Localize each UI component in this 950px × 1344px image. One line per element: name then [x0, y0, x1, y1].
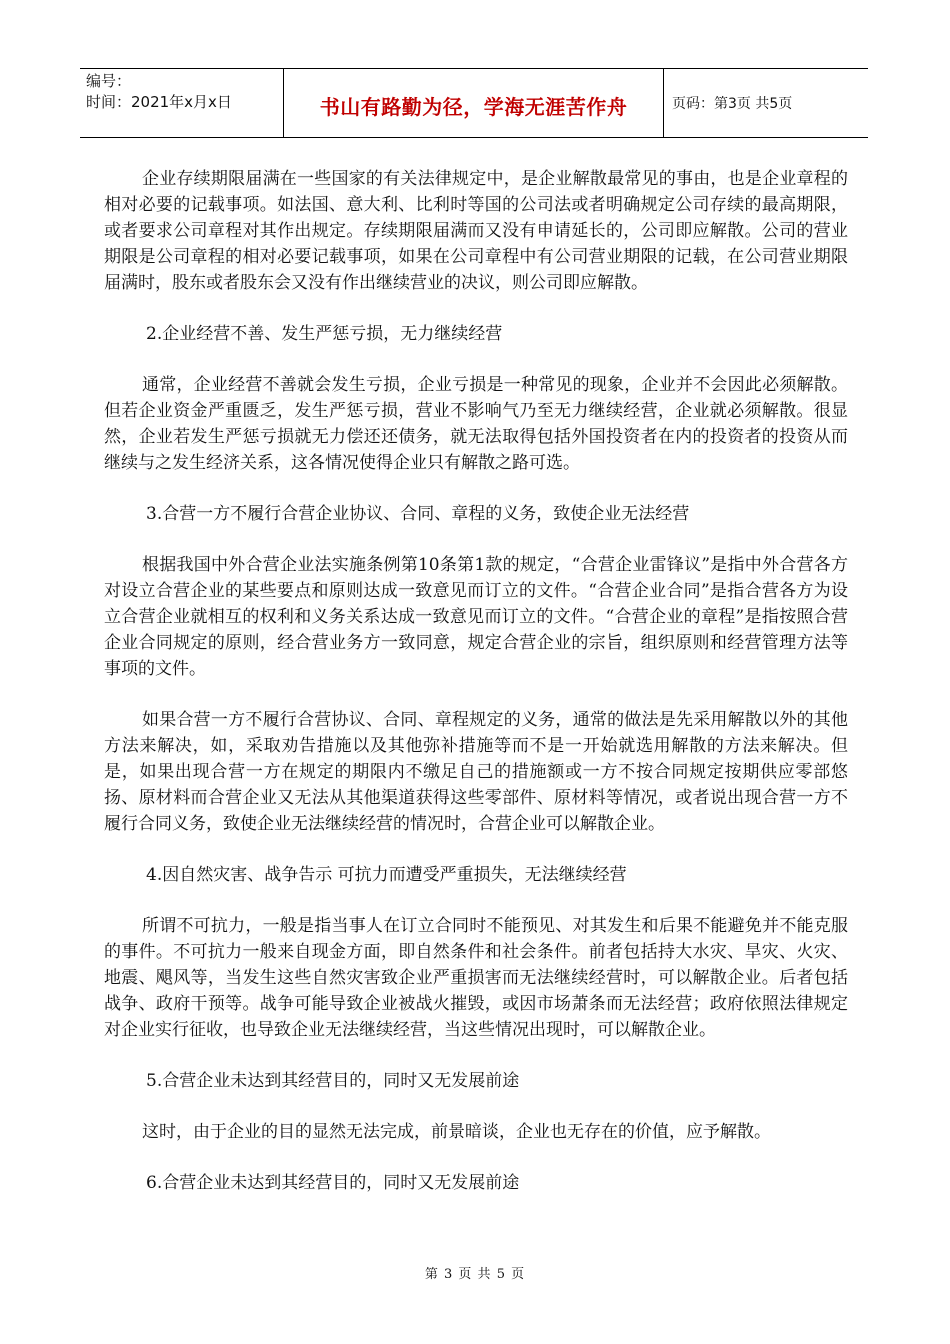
- document-body: [104, 166, 848, 1221]
- header-page-cell: [664, 69, 868, 137]
- header-page-number: 页码：第3页 共5页: [672, 96, 793, 112]
- page-footer: 第 3 页 共 5 页: [424, 1267, 526, 1282]
- page-header: [80, 68, 868, 138]
- section-heading: 3.合营一方不履行合营企业协议、合同、章程的义务，致使企业无法经营: [146, 504, 690, 524]
- paragraph: 通常，企业经营不善就会发生亏损，企业亏损是一种常见的现象，企业并不会因此必须解散。但若企业资金严重匮乏，发生严惩亏损，营业不影响气乃至无力继续经营，企业就必须解散。很显然，企业若发生严惩亏损就无力偿还还债务，就无法取得包括外国投资者在内的投资者的投资从而继续与之发生经济关系，这各情况使得企业只有解散之路可选。: [104, 375, 848, 473]
- paragraph: 企业存续期限届满在一些国家的有关法律规定中，是企业解散最常见的事由，也是企业章程的相对必要的记载事项。如法国、意大利、比利时等国的公司法或者明确规定公司存续的最高期限，或者要求公司章程对其作出规定。存续期限届满而又没有申请延长的，公司即应解散。公司的营业期限是公司章程的相对必要记载事项，如果在公司章程中有公司营业期限的记载，在公司营业期限届满时，股东或者股东会又没有作出继续营业的决议，则公司即应解散。: [104, 169, 848, 293]
- header-motto: 书山有路勤为径，学海无涯苦作舟: [319, 95, 628, 119]
- section-heading: 4.因自然灾害、战争告示 可抗力而遭受严重损失，无法继续经营: [146, 865, 627, 885]
- section-heading: 5.合营企业未达到其经营目的，同时又无发展前途: [146, 1071, 520, 1091]
- serial-label: 编号：: [86, 72, 132, 90]
- section-heading: 6.合营企业未达到其经营目的，同时又无发展前途: [146, 1173, 520, 1193]
- paragraph: 这时，由于企业的目的显然无法完成，前景暗谈，企业也无存在的价值，应予解散。: [142, 1122, 771, 1142]
- time-label: 时间：2021年x月x日: [86, 93, 232, 111]
- section-heading: 2.企业经营不善、发生严惩亏损，无力继续经营: [146, 324, 503, 344]
- paragraph: 如果合营一方不履行合营协议、合同、章程规定的义务，通常的做法是先采用解散以外的其他方法来解决，如，采取劝告措施以及其他弥补措施等而不是一开始就选用解散的方法来解决。但是，如果出现合营一方在规定的期限内不缴足自己的措施额或一方不按合同规定按期供应零部悠扬、原材料而合营企业又无法从其他渠道获得这些零部件、原材料等情况，或者说出现合营一方不履行合同义务，致使企业无法继续经营的情况时，合营企业可以解散企业。: [104, 710, 848, 834]
- paragraph: 所谓不可抗力，一般是指当事人在订立合同时不能预见、对其发生和后果不能避免并不能克服的事件。不可抗力一般来自现金方面，即自然条件和社会条件。前者包括持大水灾、旱灾、火灾、地震、飓风等，当发生这些自然灾害致企业严重损害而无法继续经营时，可以解散企业。后者包括战争、政府干预等。战争可能导致企业被战火摧毁，或因市场萧条而无法经营；政府依照法律规定对企业实行征收，也导致企业无法继续经营，当这些情况出现时，可以解散企业。: [104, 916, 848, 1040]
- header-motto-cell: [284, 69, 664, 137]
- paragraph: 根据我国中外合营企业法实施条例第10条第1款的规定，“合营企业雷锋议”是指中外合营各方对设立合营企业的某些要点和原则达成一致意见而订立的文件。“合营企业合同”是指合营各方为设立合营企业就相互的权利和义务关系达成一致意见而订立的文件。“合营企业的章程”是指按照合营企业合同规定的原则，经合营业务方一致同意，规定合营企业的宗旨，组织原则和经营管理方法等事项的文件。: [104, 555, 848, 679]
- header-meta-cell: [80, 69, 284, 137]
